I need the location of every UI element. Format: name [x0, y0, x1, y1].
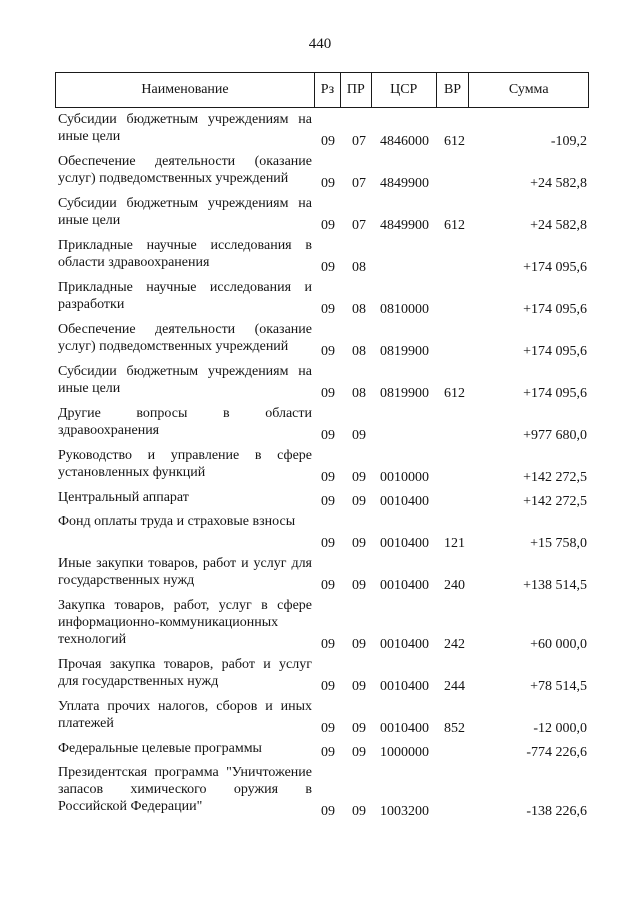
header-csr: ЦСР [372, 73, 437, 107]
row-pr: 09 [352, 679, 366, 694]
row-vr: 242 [444, 637, 465, 652]
row-name: Президентская программа "Уничтожение запасов химического оружия в Российской Федерации" [58, 765, 312, 814]
row-name: Центральный аппарат [58, 490, 189, 505]
row-pr: 07 [352, 176, 366, 191]
table-row [55, 234, 589, 276]
row-pr: 09 [352, 428, 366, 443]
row-csr: 4849900 [380, 218, 429, 233]
row-name: Прикладные научные исследования и разработки [58, 280, 312, 312]
table-row [55, 318, 589, 360]
table-row [55, 276, 589, 318]
row-name: Субсидии бюджетным учреждениям на иные цели [58, 364, 312, 396]
row-name: Иные закупки товаров, работ и услуг для государственных нужд [58, 556, 312, 588]
row-sum: -138 226,6 [526, 804, 587, 819]
row-name: Прикладные научные исследования в области здравоохранения [58, 238, 312, 270]
row-csr: 4846000 [380, 134, 429, 149]
row-rz: 09 [321, 804, 335, 819]
table-row [55, 594, 589, 653]
header-name: Наименование [56, 73, 315, 107]
row-rz: 09 [321, 494, 335, 509]
row-sum: +24 582,8 [530, 218, 587, 233]
row-pr: 09 [352, 494, 366, 509]
table-row [55, 150, 589, 192]
row-name: Субсидии бюджетным учреждениям на иные цели [58, 112, 312, 144]
row-rz: 09 [321, 470, 335, 485]
row-csr: 0010400 [380, 637, 429, 652]
row-sum: +142 272,5 [523, 470, 587, 485]
row-csr: 0010400 [380, 494, 429, 509]
row-vr: 121 [444, 536, 465, 551]
row-sum: +174 095,6 [523, 344, 587, 359]
row-name: Прочая закупка товаров, работ и услуг для государственных нужд [58, 657, 312, 689]
table-row [55, 192, 589, 234]
row-pr: 09 [352, 721, 366, 736]
row-sum: +24 582,8 [530, 176, 587, 191]
row-vr: 852 [444, 721, 465, 736]
row-vr: 612 [444, 218, 465, 233]
header-rz: Рз [315, 73, 341, 107]
row-name: Федеральные целевые программы [58, 741, 262, 756]
row-csr: 0819900 [380, 344, 429, 359]
row-vr: 612 [444, 386, 465, 401]
row-sum: +174 095,6 [523, 302, 587, 317]
header-vr: ВР [437, 73, 470, 107]
row-rz: 09 [321, 536, 335, 551]
row-name: Другие вопросы в области здравоохранения [58, 406, 312, 438]
row-vr: 612 [444, 134, 465, 149]
row-rz: 09 [321, 679, 335, 694]
header-sum: Сумма [508, 82, 549, 97]
row-pr: 09 [352, 536, 366, 551]
row-rz: 09 [321, 386, 335, 401]
row-rz: 09 [321, 721, 335, 736]
row-rz: 09 [321, 428, 335, 443]
row-pr: 09 [352, 637, 366, 652]
row-csr: 0010400 [380, 578, 429, 593]
row-name: Руководство и управление в сфере установленных функций [58, 448, 312, 480]
row-name: Закупка товаров, работ, услуг в сфере информационно-коммуникационных технологий [58, 598, 312, 647]
row-csr: 0810000 [380, 302, 429, 317]
row-csr: 0010400 [380, 536, 429, 551]
row-pr: 09 [352, 745, 366, 760]
table-row [55, 486, 589, 510]
row-rz: 09 [321, 637, 335, 652]
header-pr: ПР [341, 73, 372, 107]
row-rz: 09 [321, 344, 335, 359]
row-name: Обеспечение деятельности (оказание услуг) подведомственных учреждений [58, 154, 312, 186]
row-sum: +174 095,6 [523, 386, 587, 401]
row-sum: +174 095,6 [523, 260, 587, 275]
row-csr: 0010400 [380, 679, 429, 694]
row-csr: 0819900 [380, 386, 429, 401]
row-vr: 240 [444, 578, 465, 593]
row-sum: -774 226,6 [526, 745, 587, 760]
table-row [55, 510, 589, 552]
row-csr: 1000000 [380, 745, 429, 760]
row-csr: 0010000 [380, 470, 429, 485]
row-csr: 1003200 [380, 804, 429, 819]
row-pr: 09 [352, 470, 366, 485]
row-name: Фонд оплаты труда и страховые взносы [58, 514, 296, 529]
row-rz: 09 [321, 134, 335, 149]
row-sum: -12 000,0 [533, 721, 587, 736]
row-pr: 09 [352, 804, 366, 819]
row-pr: 07 [352, 134, 366, 149]
row-pr: 07 [352, 218, 366, 233]
table-row [55, 695, 589, 737]
row-vr: 244 [444, 679, 465, 694]
row-rz: 09 [321, 578, 335, 593]
budget-table-body [55, 108, 589, 820]
row-name: Уплата прочих налогов, сборов и иных платежей [58, 699, 312, 731]
row-sum: +977 680,0 [523, 428, 587, 443]
table-row [55, 360, 589, 402]
row-pr: 08 [352, 344, 366, 359]
row-name: Обеспечение деятельности (оказание услуг) подведомственных учреждений [58, 322, 312, 354]
table-row [55, 552, 589, 594]
table-header [55, 72, 589, 108]
table-row [55, 761, 589, 820]
page-number: 440 [308, 36, 332, 52]
row-pr: 08 [352, 302, 366, 317]
row-sum: +78 514,5 [530, 679, 587, 694]
table-row [55, 108, 589, 150]
row-pr: 08 [352, 260, 366, 275]
row-rz: 09 [321, 218, 335, 233]
row-sum: +142 272,5 [523, 494, 587, 509]
row-sum: +15 758,0 [530, 536, 587, 551]
row-rz: 09 [321, 302, 335, 317]
row-pr: 08 [352, 386, 366, 401]
table-row [55, 444, 589, 486]
row-rz: 09 [321, 260, 335, 275]
row-csr: 4849900 [380, 176, 429, 191]
row-rz: 09 [321, 176, 335, 191]
row-rz: 09 [321, 745, 335, 760]
table-row [55, 402, 589, 444]
table-row [55, 737, 589, 761]
row-pr: 09 [352, 578, 366, 593]
table-row [55, 653, 589, 695]
row-name: Субсидии бюджетным учреждениям на иные цели [58, 196, 312, 228]
row-sum: +60 000,0 [530, 637, 587, 652]
row-csr: 0010400 [380, 721, 429, 736]
row-sum: -109,2 [550, 134, 587, 149]
row-sum: +138 514,5 [523, 578, 587, 593]
